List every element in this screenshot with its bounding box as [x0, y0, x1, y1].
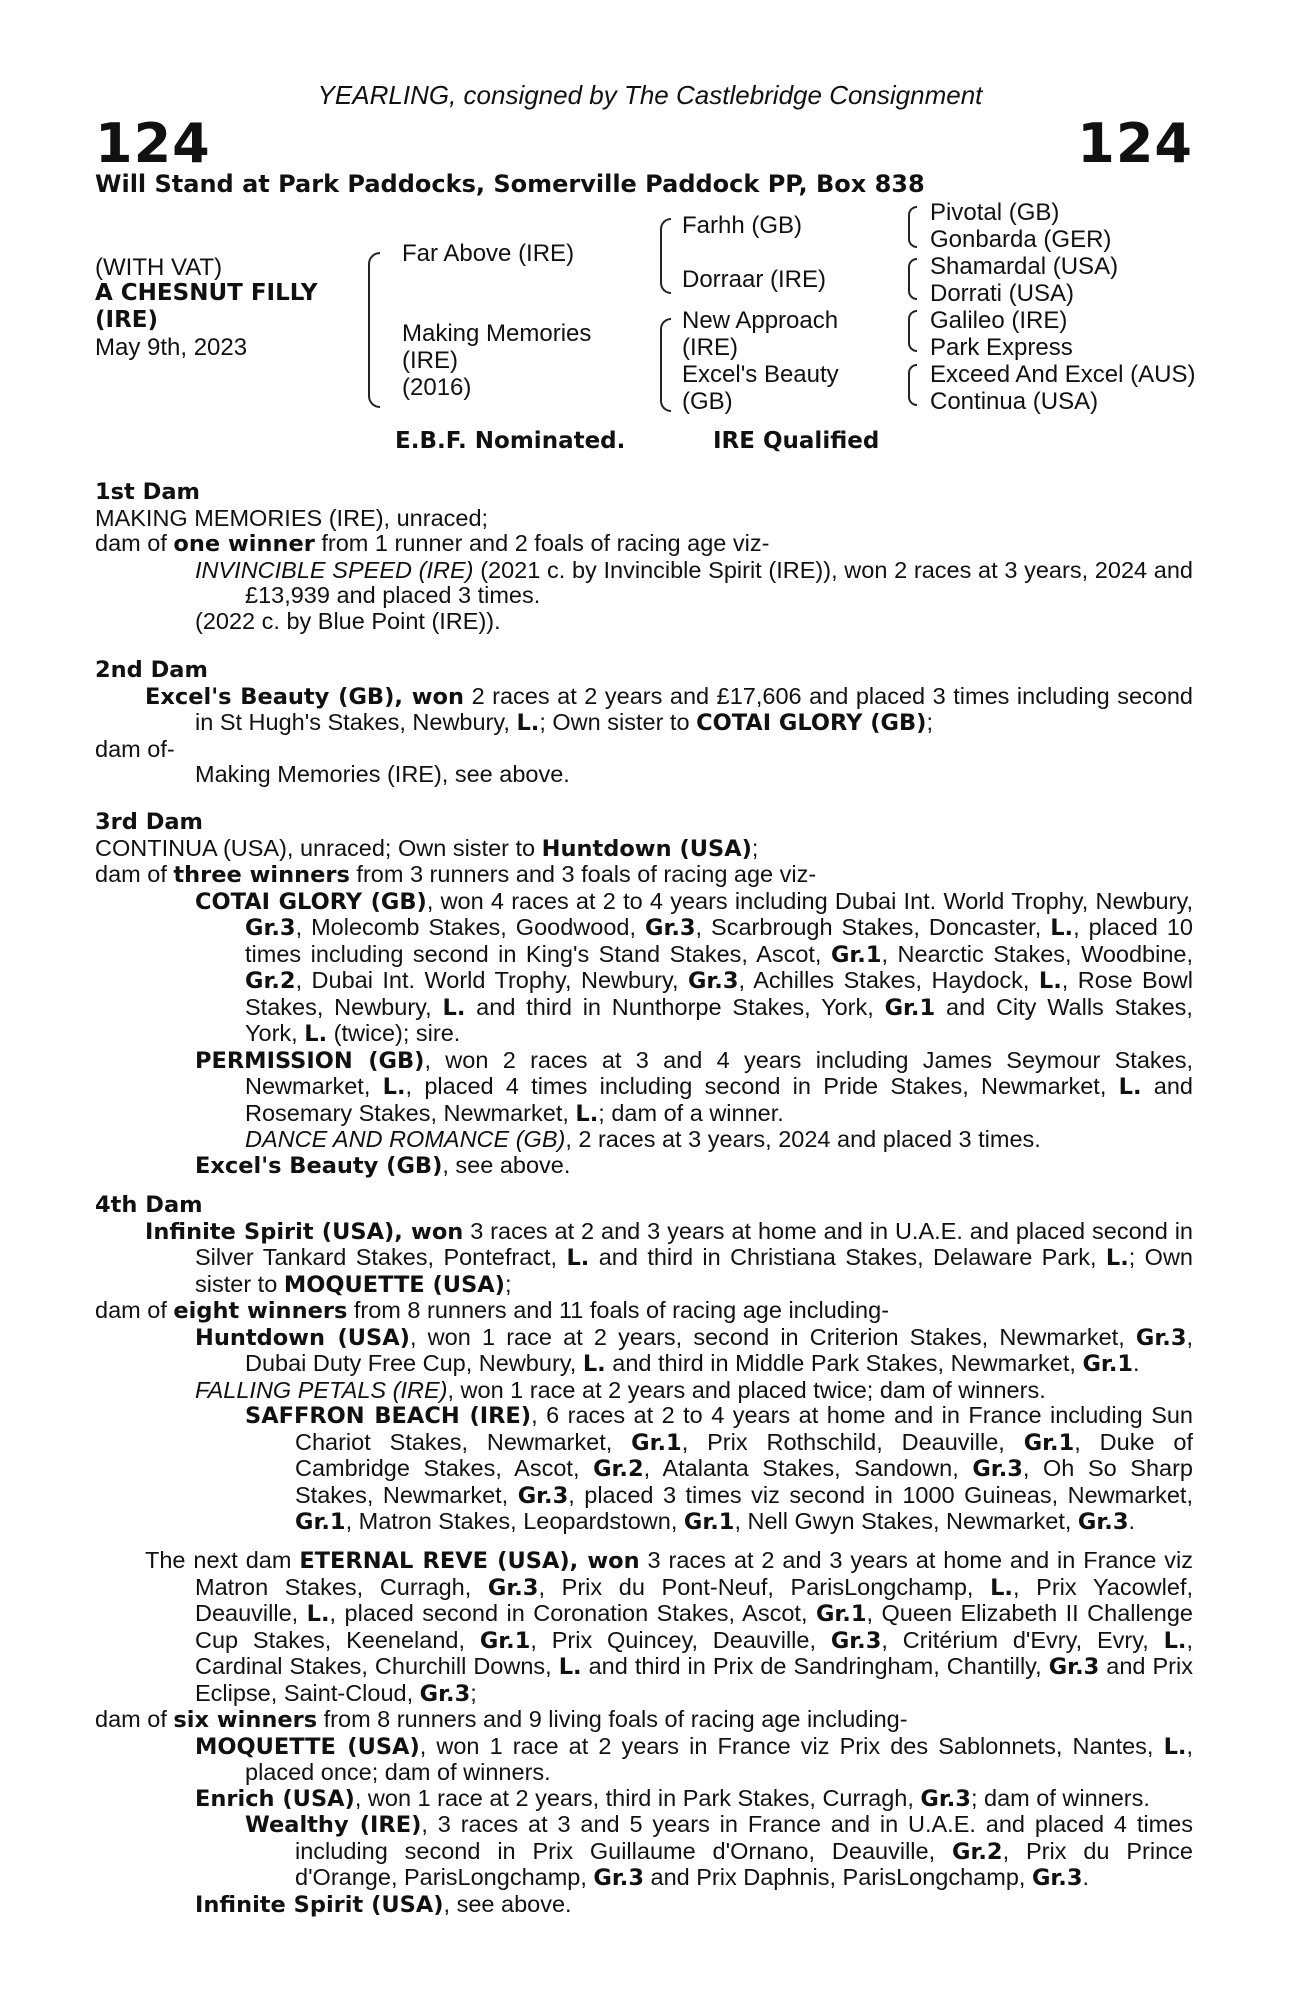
text-run: Gr.3: [1048, 1654, 1100, 1680]
first-dam-offspring-1: [95, 558, 1193, 609]
text-run: DANCE AND ROMANCE (GB): [245, 1126, 566, 1152]
third-dam-grandoffspring-dance-and-romance: [95, 1127, 1193, 1153]
pedigree-ddd: Continua (USA): [930, 388, 1099, 415]
text-run: Gr.3: [487, 1574, 539, 1601]
text-run: (2021 c. by Invincible Spirit (IRE)), won 2 races at 3 years, 2024 and £13,939 and placed 3 times.: [245, 556, 1193, 608]
third-dam-heading: 3rd Dam: [95, 809, 203, 835]
text-run: L.: [1050, 915, 1074, 941]
text-run: , won 1 race at 2 years in France viz Prix des Sablonnets, Nantes,: [419, 1732, 1164, 1759]
pedigree-bracket-dd: [908, 364, 917, 406]
lot-number-left: 124: [95, 112, 211, 175]
text-run: Excel's Beauty (GB): [145, 683, 395, 710]
text-run: L.: [990, 1574, 1013, 1601]
text-run: , Oh So Sharp Stakes, Newmarket,: [295, 1455, 1193, 1508]
text-run: , Matron Stakes, Leopardstown,: [345, 1508, 684, 1534]
text-run: Huntdown (USA): [195, 1324, 410, 1351]
text-run: , placed 3 times viz second in 1000 Guineas, Newmarket,: [568, 1481, 1193, 1508]
next-dam-produce: [95, 1707, 1193, 1734]
text-run: , Critérium d'Evry, Evry,: [881, 1626, 1164, 1653]
vat-label: (WITH VAT): [95, 254, 223, 281]
third-dam-offspring-excels-beauty: [95, 1153, 1193, 1180]
text-run: COTAI GLORY (GB): [195, 888, 427, 915]
text-run: Infinite Spirit (USA): [195, 1891, 444, 1918]
text-run: Gr.1: [479, 1627, 531, 1654]
text-run: L.: [306, 1601, 330, 1627]
next-dam-line: [95, 1548, 1193, 1707]
text-run: FALLING PETALS (IRE): [195, 1376, 448, 1403]
pedigree-dam: Making Memories: [402, 320, 592, 347]
text-run: and third in Prix de Sandringham, Chantilly,: [581, 1653, 1049, 1679]
third-dam-offspring-cotai-glory: [95, 889, 1193, 1048]
text-run: one winner: [173, 531, 315, 557]
pedigree-ssd: Gonbarda (GER): [930, 226, 1112, 253]
third-dam-offspring-permission: [95, 1048, 1193, 1128]
fourth-dam-offspring-falling-petals: [95, 1378, 1193, 1404]
text-run: , Duke of Cambridge Stakes, Ascot,: [295, 1428, 1194, 1481]
text-run: , won: [569, 1548, 640, 1574]
text-run: Huntdown (USA): [541, 835, 752, 862]
text-run: Gr.3: [1031, 1865, 1083, 1891]
lot-name: A CHESNUT FILLY: [95, 280, 318, 306]
text-run: , placed once; dam of winners.: [245, 1732, 1193, 1785]
text-run: dam of: [95, 861, 174, 887]
text-run: , see above.: [443, 1890, 572, 1917]
text-run: L.: [575, 1100, 599, 1127]
text-run: Gr.1: [1023, 1429, 1075, 1456]
text-run: , Nearctic Stakes, Woodbine,: [881, 940, 1193, 967]
text-run: ;: [504, 1270, 512, 1297]
text-run: , placed second in Coronation Stakes, Ascot,: [329, 1600, 816, 1626]
text-run: , won 1 race at 2 years, third in Park Stakes, Curragh,: [354, 1784, 921, 1811]
text-run: , see above.: [442, 1151, 571, 1178]
pedigree-bracket-gen1: [368, 252, 380, 408]
fourth-dam-grandoffspring-saffron-beach: [95, 1403, 1193, 1536]
text-run: 2 races at 2 years and £17,606 and placed 3 times including second in St Hugh's Stakes, Newbury,: [195, 682, 1193, 735]
third-dam-line: [95, 836, 1193, 863]
text-run: ;: [470, 1679, 477, 1706]
text-run: , Prix Yacowlef, Deauville,: [195, 1573, 1194, 1626]
text-run: MOQUETTE (USA): [195, 1733, 420, 1760]
text-run: , 2 races at 3 years, 2024 and placed 3 times.: [565, 1126, 1041, 1152]
text-run: Gr.1: [295, 1509, 346, 1535]
text-run: dam of: [95, 1297, 174, 1323]
text-run: MOQUETTE (USA): [283, 1271, 505, 1298]
lot-number-right: 124: [1077, 112, 1193, 175]
text-run: L.: [1163, 1733, 1187, 1760]
text-run: , Scarbrough Stakes, Doncaster,: [695, 914, 1051, 940]
text-run: PERMISSION (GB): [195, 1047, 425, 1074]
text-run: Gr.3: [1077, 1509, 1129, 1535]
text-run: , placed 10 times including second in King's Stand Stakes, Ascot,: [245, 914, 1193, 967]
text-run: , Prix du Prince d'Orange, ParisLongchamp,: [295, 1837, 1193, 1890]
text-run: , Prix du Pont-Neuf, ParisLongchamp,: [538, 1573, 991, 1600]
fourth-dam-offspring-huntdown: [95, 1325, 1193, 1378]
pedigree-dsd: Park Express: [930, 334, 1073, 361]
text-run: , Prix Quincey, Deauville,: [530, 1626, 831, 1653]
text-run: (twice); sire.: [327, 1020, 461, 1046]
text-run: , won 1 race at 2 years, second in Criterion Stakes, Newmarket,: [409, 1323, 1136, 1350]
text-run: ; Own sister to: [195, 1244, 1193, 1297]
fourth-dam-section: [95, 1193, 1193, 1536]
text-run: L.: [382, 1074, 406, 1100]
text-run: Gr.1: [815, 1601, 867, 1627]
second-dam-offspring-1: Making Memories (IRE), see above.: [195, 761, 570, 787]
text-run: , Molecomb Stakes, Goodwood,: [295, 914, 645, 940]
text-run: Gr.1: [884, 994, 936, 1021]
pedigree-sire-sire: Farhh (GB): [682, 212, 803, 239]
date-of-birth: May 9th, 2023: [95, 334, 248, 361]
text-run: L.: [442, 994, 466, 1021]
text-run: Gr.3: [920, 1785, 971, 1812]
text-run: , 3 races at 3 and 5 years in France and in U.A.E. and placed 4 times including second in Prix Guillaume d'Ornano, Deauville,: [295, 1811, 1193, 1864]
text-run: L.: [1105, 1245, 1129, 1271]
text-run: and Prix Daphnis, ParisLongchamp,: [643, 1864, 1032, 1890]
text-run: 3 races at 2 and 3 years at home and in France viz Matron Stakes, Curragh,: [195, 1547, 1193, 1600]
ebf-note: E.B.F. Nominated.: [395, 428, 626, 454]
pedigree-bracket-sd: [908, 258, 917, 300]
text-run: Gr.3: [972, 1456, 1023, 1482]
text-run: COTAI GLORY (GB): [696, 710, 927, 736]
text-run: Gr.2: [245, 968, 296, 994]
first-dam-offspring-2: (2022 c. by Blue Point (IRE)).: [195, 607, 501, 634]
stabling-line: Will Stand at Park Paddocks, Somerville Paddock PP, Box 838: [95, 170, 925, 198]
next-dam-section: [95, 1548, 1193, 1918]
next-dam-offspring-moquette: [95, 1734, 1193, 1786]
text-run: , Dubai Duty Free Cup, Newbury,: [245, 1323, 1194, 1376]
text-run: L.: [582, 1351, 606, 1377]
text-run: and third in Christiana Stakes, Delaware Park,: [589, 1244, 1106, 1270]
text-run: ; dam of a winner.: [598, 1099, 784, 1126]
text-run: L.: [558, 1654, 582, 1680]
pedigree-dam-year: (2016): [402, 374, 472, 401]
pedigree-dds: Exceed And Excel (AUS): [930, 361, 1196, 388]
text-run: , won: [394, 1218, 464, 1245]
fourth-dam-heading: 4th Dam: [95, 1192, 203, 1218]
text-run: dam of: [95, 1706, 174, 1732]
next-dam-offspring-enrich: [95, 1786, 1193, 1813]
text-run: L.: [1118, 1074, 1142, 1100]
fourth-dam-produce: [95, 1298, 1193, 1325]
text-run: ;: [751, 834, 759, 861]
text-run: L.: [566, 1245, 590, 1271]
ire-note: IRE Qualified: [713, 428, 880, 454]
text-run: Gr.1: [830, 941, 882, 968]
text-run: six winners: [173, 1707, 318, 1733]
text-run: CONTINUA (USA), unraced; Own sister to: [95, 834, 542, 861]
fourth-dam-line: [95, 1219, 1193, 1299]
text-run: Gr.3: [593, 1865, 644, 1891]
pedigree-sdd: Dorrati (USA): [930, 280, 1075, 307]
text-run: from 1 runner and 2 foals of racing age viz-: [314, 530, 770, 556]
text-run: , Queen Elizabeth II Challenge Cup Stakes, Keeneland,: [195, 1600, 1193, 1653]
pedigree-sds: Shamardal (USA): [930, 253, 1119, 280]
pedigree-sire-dam: Dorraar (IRE): [682, 266, 827, 293]
text-run: L.: [516, 710, 540, 736]
text-run: Gr.3: [644, 915, 696, 941]
text-run: ; dam of winners.: [970, 1784, 1150, 1811]
consignment-line: YEARLING, consigned by The Castlebridge Consignment: [317, 80, 983, 110]
pedigree-sss: Pivotal (GB): [930, 199, 1060, 226]
text-run: L.: [304, 1021, 328, 1047]
text-run: .: [1133, 1350, 1140, 1376]
lot-name-country: (IRE): [95, 307, 159, 333]
text-run: Gr.3: [517, 1482, 569, 1509]
third-dam-section: [95, 810, 1193, 1179]
pedigree-bracket-ss: [908, 206, 917, 248]
text-run: , won 2 races at 3 and 4 years including James Seymour Stakes, Newmarket,: [245, 1046, 1193, 1099]
second-dam-section: [95, 658, 1193, 788]
text-run: , Dubai Int. World Trophy, Newbury,: [295, 967, 688, 993]
text-run: Gr.2: [593, 1456, 644, 1482]
next-dam-grandoffspring-wealthy: [95, 1812, 1193, 1892]
pedigree-dam-sire: New Approach: [682, 307, 839, 334]
text-run: from 8 runners and 11 foals of racing age including-: [347, 1297, 890, 1323]
text-run: , placed 4 times including second in Pride Stakes, Newmarket,: [405, 1073, 1119, 1099]
first-dam-line: MAKING MEMORIES (IRE), unraced;: [95, 504, 489, 531]
text-run: Wealthy (IRE): [245, 1812, 422, 1838]
text-run: and Prix Eclipse, Saint-Cloud,: [195, 1653, 1193, 1706]
text-run: INVINCIBLE SPEED (IRE): [195, 556, 474, 583]
text-run: , 6 races at 2 to 4 years at home and in France including Sun Chariot Stakes, Newmarket,: [295, 1402, 1194, 1455]
text-run: Gr.3: [245, 915, 296, 941]
text-run: , Prix Rothschild, Deauville,: [681, 1428, 1024, 1455]
text-run: Gr.1: [1082, 1351, 1134, 1377]
text-run: dam of: [95, 530, 174, 556]
pedigree-dam-country: (IRE): [402, 347, 458, 374]
text-run: Gr.2: [952, 1838, 1003, 1865]
text-run: and third in Nunthorpe Stakes, York,: [465, 993, 885, 1020]
text-run: from 3 runners and 3 foals of racing age viz-: [349, 861, 817, 887]
text-run: , Rose Bowl Stakes, Newbury,: [245, 967, 1193, 1020]
second-dam-line: [95, 684, 1193, 737]
text-run: and City Walls Stakes, York,: [245, 993, 1193, 1046]
first-dam-heading: 1st Dam: [95, 479, 200, 505]
text-run: 3 races at 2 and 3 years at home and in U.A.E. and placed second in Silver Tankard Stakes, Pontefract,: [195, 1217, 1193, 1270]
pedigree-dam-dam: Excel's Beauty: [682, 361, 839, 388]
text-run: , Atalanta Stakes, Sandown,: [643, 1455, 973, 1481]
text-run: , Cardinal Stakes, Churchill Downs,: [195, 1626, 1193, 1679]
first-dam-produce: [95, 531, 1193, 558]
pedigree-sire: Far Above (IRE): [402, 240, 575, 267]
text-run: L.: [1038, 968, 1062, 994]
second-dam-produce: dam of-: [95, 735, 175, 762]
text-run: SAFFRON BEACH (IRE): [245, 1403, 532, 1429]
second-dam-heading: 2nd Dam: [95, 657, 208, 683]
text-run: ;: [926, 709, 933, 735]
text-run: Excel's Beauty (GB): [195, 1152, 443, 1179]
text-run: Enrich (USA): [195, 1785, 355, 1812]
text-run: , Nell Gwyn Stakes, Newmarket,: [734, 1508, 1078, 1534]
text-run: L.: [1163, 1627, 1187, 1654]
text-run: , won 1 race at 2 years and placed twice; dam of winners.: [447, 1376, 1046, 1403]
text-run: .: [1082, 1864, 1090, 1890]
text-run: .: [1128, 1508, 1136, 1534]
text-run: eight winners: [173, 1298, 348, 1324]
text-run: three winners: [173, 862, 350, 888]
text-run: , won 4 races at 2 to 4 years including Dubai Int. World Trophy, Newbury,: [426, 887, 1193, 914]
text-run: Gr.3: [419, 1680, 471, 1707]
text-run: The next dam: [145, 1547, 300, 1573]
first-dam-section: [95, 480, 1193, 634]
text-run: Gr.3: [830, 1627, 882, 1654]
pedigree-bracket-ds: [908, 310, 917, 352]
pedigree-bracket-dam: [660, 318, 671, 412]
text-run: and Rosemary Stakes, Newmarket,: [245, 1073, 1193, 1126]
text-run: from 8 runners and 9 living foals of racing age including-: [317, 1706, 908, 1732]
pedigree-dam-dam-country: (GB): [682, 388, 733, 415]
text-run: , Achilles Stakes, Haydock,: [738, 967, 1039, 993]
third-dam-produce: [95, 862, 1193, 889]
text-run: Gr.3: [1135, 1324, 1187, 1351]
pedigree-dam-sire-country: (IRE): [682, 334, 738, 361]
text-run: Infinite Spirit (USA): [145, 1218, 395, 1245]
text-run: Gr.3: [687, 968, 739, 994]
next-dam-offspring-infinite-spirit: [95, 1892, 1193, 1919]
pedigree-dss: Galileo (IRE): [930, 307, 1068, 334]
text-run: ETERNAL REVE (USA): [299, 1548, 570, 1574]
text-run: , won: [394, 683, 465, 710]
text-run: and third in Middle Park Stakes, Newmarket,: [605, 1350, 1083, 1376]
text-run: Gr.1: [683, 1509, 735, 1535]
text-run: Gr.1: [631, 1429, 682, 1456]
pedigree-bracket-sire: [660, 218, 671, 294]
text-run: ; Own sister to: [539, 709, 697, 735]
